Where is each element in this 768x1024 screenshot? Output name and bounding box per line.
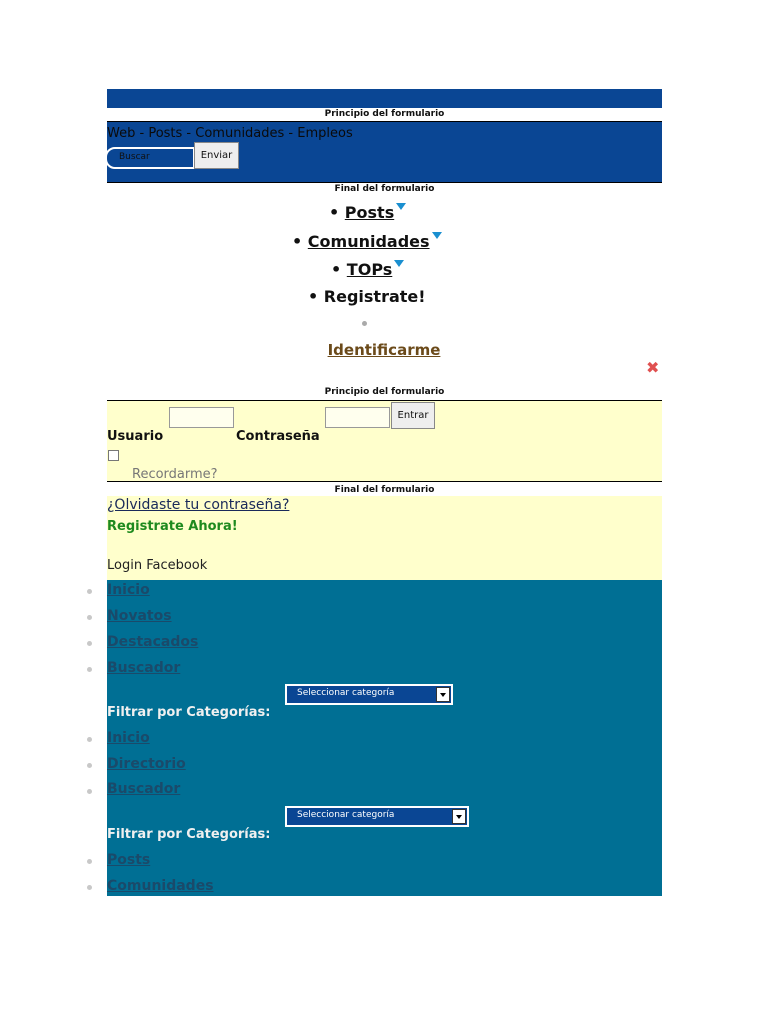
remember-label: Recordarme? [132, 467, 218, 482]
nav-posts-link[interactable]: Posts [344, 203, 395, 222]
search-form [107, 121, 662, 183]
facebook-login-link[interactable]: Login Facebook [107, 558, 208, 573]
username-input[interactable] [169, 407, 234, 428]
nav-registrate-label[interactable]: Registrate! [323, 287, 426, 306]
bullet [87, 789, 92, 794]
category-select[interactable] [285, 684, 453, 705]
password-label: Contraseña [236, 429, 320, 444]
search-type-comunidades[interactable]: Comunidades [195, 126, 285, 141]
bullet: • [308, 287, 324, 306]
menu-item-inicio[interactable]: Inicio [107, 730, 150, 746]
category-menus [107, 580, 662, 896]
filter-label: Filtrar por Categorías: [107, 827, 271, 842]
bullet [87, 859, 92, 864]
menu-item-novatos[interactable]: Novatos [107, 608, 172, 624]
separator: - [135, 126, 149, 141]
bullet [87, 615, 92, 620]
bullet [87, 763, 92, 768]
menu-item-destacados[interactable]: Destacados [107, 634, 199, 650]
forgot-password-link[interactable]: ¿Olvidaste tu contraseña? [107, 497, 290, 513]
bullet [87, 885, 92, 890]
identificarme-link[interactable]: Identificarme [327, 341, 441, 359]
separator: - [284, 126, 298, 141]
chevron-down-icon[interactable] [436, 687, 450, 702]
search-type-web[interactable]: Web [107, 126, 136, 141]
login-form [107, 400, 662, 482]
search-type-links [107, 126, 353, 141]
bullet: • [331, 260, 347, 279]
separator: - [182, 126, 196, 141]
login-submit-button[interactable]: Entrar [391, 402, 435, 429]
menu-item-comunidades[interactable]: Comunidades [107, 878, 214, 894]
close-icon[interactable]: ✖ [646, 358, 660, 377]
search-submit-button[interactable]: Enviar [194, 142, 239, 169]
nav-item-posts[interactable] [329, 203, 406, 222]
search-type-empleos[interactable]: Empleos [297, 126, 353, 141]
form-end-marker: Final del formulario [334, 485, 435, 495]
dropdown-arrow-icon[interactable] [394, 260, 404, 267]
nav-item-registrate[interactable] [308, 287, 426, 306]
nav-item-tops[interactable] [331, 260, 404, 279]
bullet [87, 589, 92, 594]
login-extras [107, 496, 662, 580]
category-select[interactable] [285, 806, 469, 827]
top-banner [107, 89, 662, 108]
menu-item-buscador[interactable]: Buscador [107, 660, 181, 676]
separator-dot [362, 321, 367, 326]
category-select-value: Seleccionar categoría [297, 688, 395, 698]
chevron-down-icon[interactable] [452, 809, 466, 824]
menu-item-inicio[interactable]: Inicio [107, 582, 150, 598]
dropdown-arrow-icon[interactable] [432, 232, 442, 239]
remember-checkbox[interactable] [108, 450, 119, 461]
menu-item-directorio[interactable]: Directorio [107, 756, 186, 772]
bullet [87, 667, 92, 672]
search-input[interactable]: Buscar [119, 152, 150, 162]
username-label: Usuario [107, 429, 164, 444]
register-now-link[interactable]: Registrate Ahora! [107, 519, 238, 534]
nav-tops-link[interactable]: TOPs [346, 260, 393, 279]
category-select-value: Seleccionar categoría [297, 810, 395, 820]
menu-item-posts[interactable]: Posts [107, 852, 151, 868]
nav-comunidades-link[interactable]: Comunidades [307, 232, 430, 251]
bullet: • [292, 232, 308, 251]
form-end-marker: Final del formulario [334, 184, 435, 194]
nav-item-comunidades[interactable] [292, 232, 442, 251]
menu-item-buscador[interactable]: Buscador [107, 781, 181, 797]
filter-label: Filtrar por Categorías: [107, 705, 271, 720]
form-start-marker: Principio del formulario [324, 387, 445, 397]
password-input[interactable] [325, 407, 390, 428]
bullet: • [329, 203, 345, 222]
form-start-marker: Principio del formulario [324, 109, 445, 119]
bullet [87, 641, 92, 646]
search-type-posts[interactable]: Posts [148, 126, 183, 141]
dropdown-arrow-icon[interactable] [396, 203, 406, 210]
bullet [87, 737, 92, 742]
